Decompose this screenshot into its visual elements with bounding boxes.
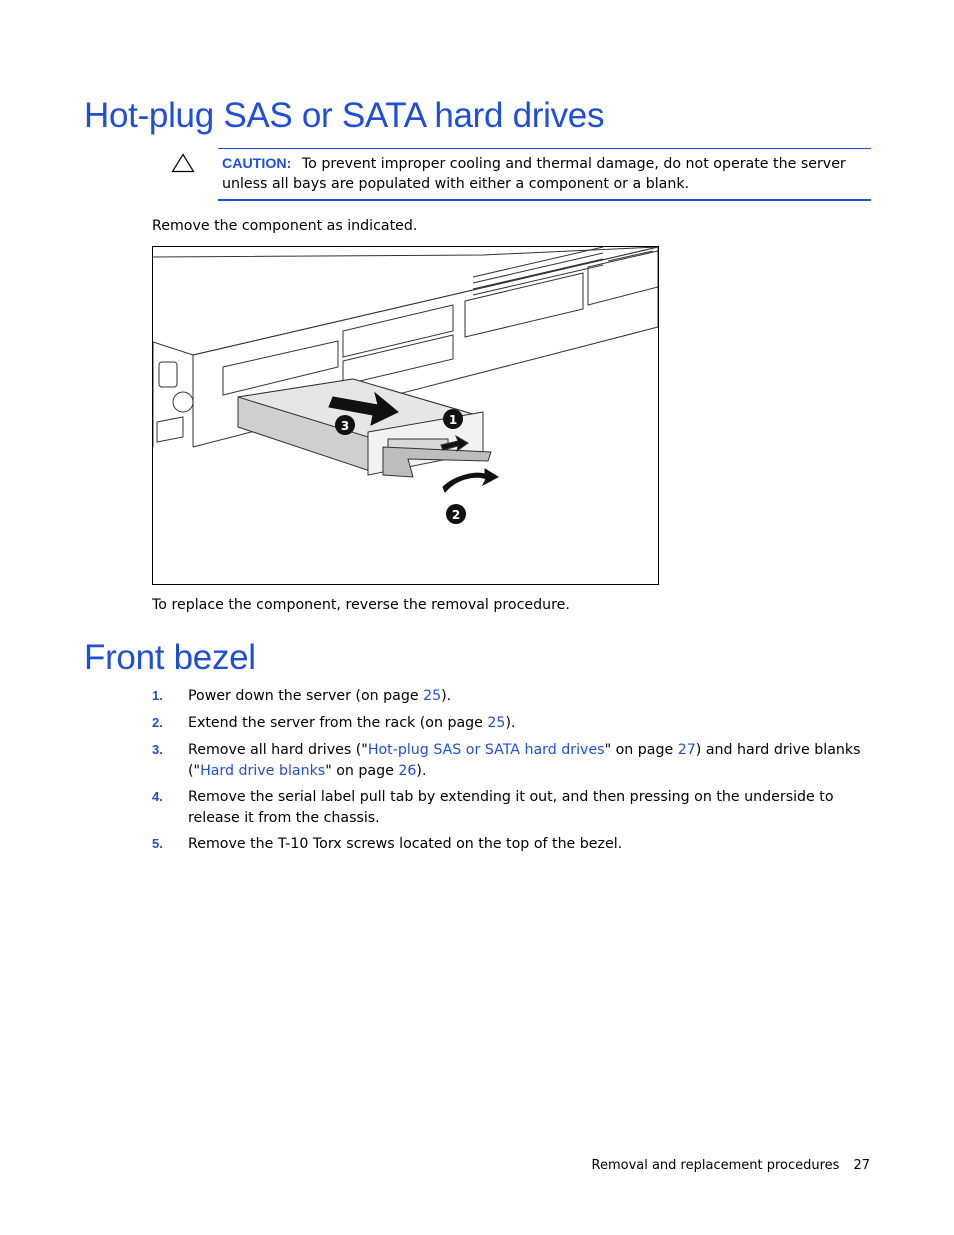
- svg-text:1: 1: [448, 413, 458, 427]
- cross-reference-link[interactable]: 27: [677, 742, 696, 758]
- caution-box: [218, 148, 871, 201]
- caution-body: To prevent improper cooling and thermal damage, do not operate the server unless all bays are populated with either a component or a blank.: [222, 156, 846, 192]
- step-number: 4.: [152, 789, 163, 804]
- step-item: [152, 713, 872, 733]
- step-text-fragment: " on page: [604, 742, 678, 758]
- step-number: 5.: [152, 836, 163, 851]
- step-text-fragment: Remove all hard drives (": [188, 742, 368, 758]
- step-item: [152, 834, 872, 854]
- cross-reference-link[interactable]: 25: [487, 715, 506, 731]
- page-number: 27: [853, 1158, 870, 1173]
- step-item: [152, 787, 872, 828]
- footer-section-name: Removal and replacement procedures: [591, 1158, 840, 1173]
- cross-reference-link[interactable]: 26: [398, 762, 417, 779]
- step-number: 3.: [152, 742, 163, 757]
- step-number: 1.: [152, 688, 163, 703]
- step-text: [188, 787, 868, 828]
- server-drive-illustration: [153, 247, 658, 584]
- step-text-fragment: Power down the server (on page: [188, 688, 424, 704]
- callout-3: [335, 415, 355, 435]
- step-text: [188, 834, 868, 855]
- step-text-fragment: ).: [416, 762, 427, 779]
- cross-reference-link[interactable]: Hot-plug SAS or SATA hard drives: [367, 742, 605, 758]
- section-title-hot-plug: Hot-plug SAS or SATA hard drives: [84, 96, 605, 135]
- section-title-front-bezel: Front bezel: [84, 638, 256, 677]
- caution-message: [222, 154, 870, 194]
- step-text: [188, 713, 868, 734]
- step-text: [188, 740, 868, 781]
- caution-triangle-icon: [171, 153, 195, 173]
- step-text-fragment: Extend the server from the rack (on page: [188, 715, 488, 731]
- step-text-fragment: ).: [441, 688, 452, 704]
- svg-text:3: 3: [340, 419, 350, 433]
- step-text: [188, 686, 868, 707]
- step-text-fragment: ) and hard drive blanks (": [188, 742, 861, 779]
- drive-removal-figure: [152, 246, 659, 585]
- page-footer: [592, 1158, 871, 1173]
- callout-1: [443, 409, 463, 429]
- step-text-fragment: Remove the serial label pull tab by extending it out, and then pressing on the underside to release it from the chassis.: [188, 789, 834, 826]
- step-text-fragment: ).: [505, 715, 516, 731]
- svg-text:2: 2: [451, 508, 461, 522]
- step-number: 2.: [152, 715, 163, 730]
- step-text-fragment: Remove the T-10 Torx screws located on the top of the bezel.: [188, 836, 623, 852]
- callout-2: [446, 504, 466, 524]
- intro-paragraph: Remove the component as indicated.: [152, 218, 418, 234]
- caution-label: CAUTION:: [222, 156, 292, 172]
- cross-reference-link[interactable]: Hard drive blanks: [200, 762, 326, 779]
- cross-reference-link[interactable]: 25: [423, 688, 442, 704]
- step-text-fragment: " on page: [325, 762, 399, 779]
- after-figure-paragraph: To replace the component, reverse the removal procedure.: [152, 597, 570, 613]
- step-item: [152, 686, 872, 706]
- step-item: [152, 740, 872, 781]
